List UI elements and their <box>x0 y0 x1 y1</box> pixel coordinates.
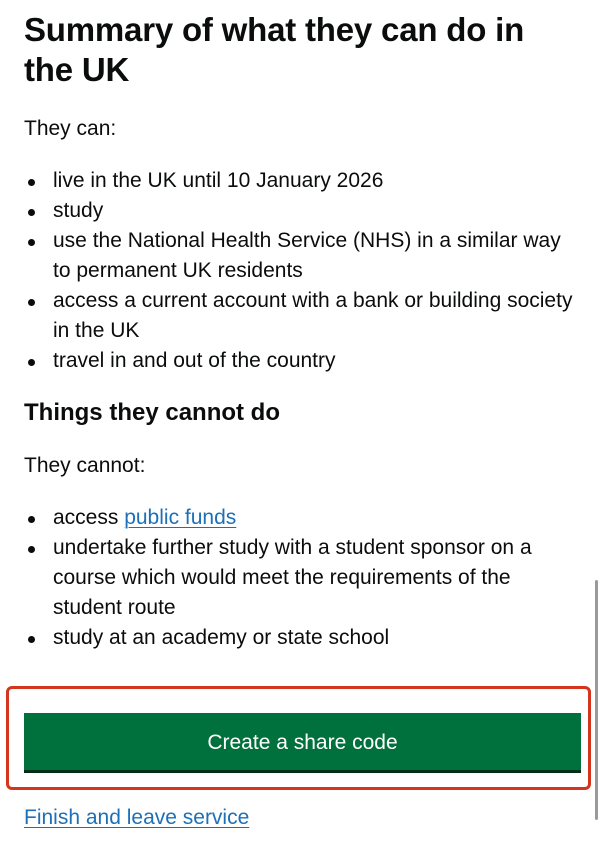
list-item: study <box>24 196 579 226</box>
page-title: Summary of what they can do in the UK <box>24 11 525 88</box>
list-item: access a current account with a bank or building society in the UK <box>24 286 579 346</box>
page-content <box>24 0 584 649</box>
list-item: live in the UK until 10 January 2026 <box>24 166 579 196</box>
can-list <box>24 166 579 376</box>
list-item: study at an academy or state school <box>24 623 579 653</box>
cannot-list <box>24 503 579 653</box>
list-item: travel in and out of the country <box>24 346 579 376</box>
list-item <box>24 503 579 533</box>
can-intro: They can: <box>24 117 117 140</box>
create-share-code-button[interactable]: Create a share code <box>24 713 581 770</box>
list-item: use the National Health Service (NHS) in a similar way to permanent UK residents <box>24 226 579 286</box>
scrollbar[interactable] <box>595 580 598 820</box>
cannot-heading: Things they cannot do <box>24 399 280 426</box>
finish-and-leave-link[interactable]: Finish and leave service <box>24 806 250 829</box>
public-funds-link[interactable]: public funds <box>124 506 237 529</box>
cannot-intro: They cannot: <box>24 454 146 477</box>
access-prefix: access <box>53 506 125 529</box>
list-item: undertake further study with a student sponsor on a course which would meet the requirements of the student route <box>24 533 579 623</box>
